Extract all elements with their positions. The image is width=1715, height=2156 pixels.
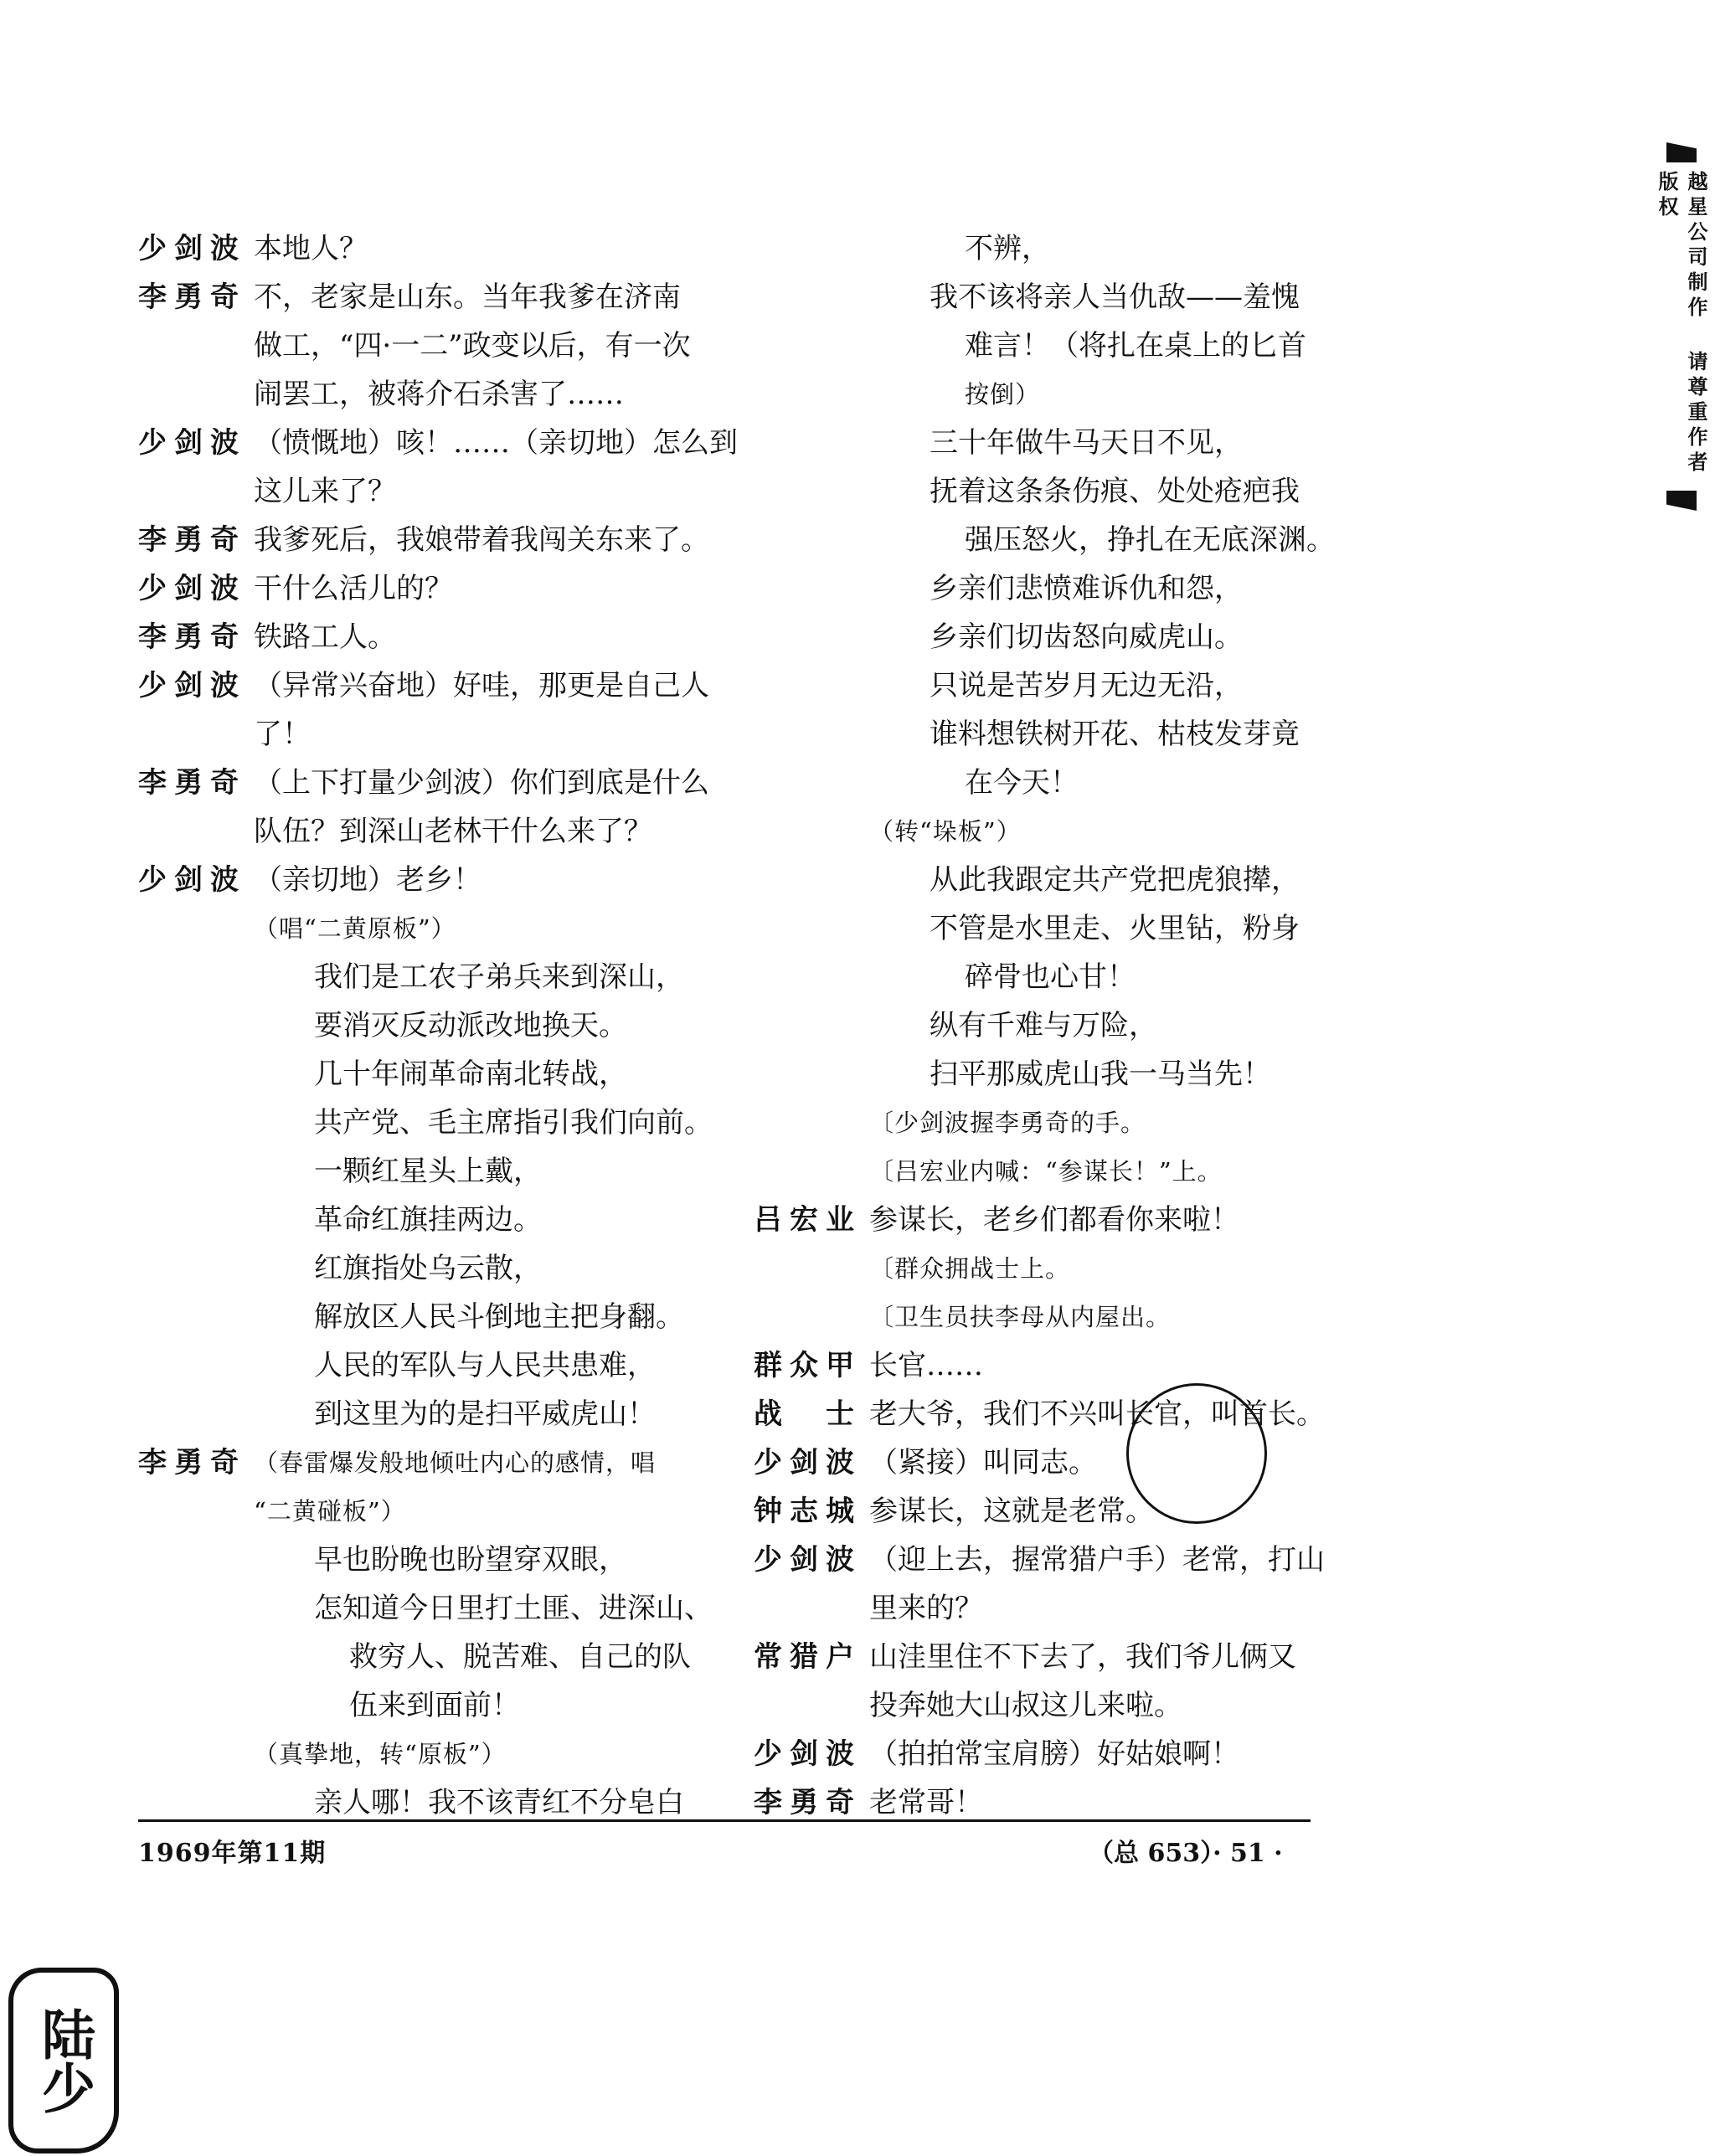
line-text: 队伍？到深山老林干什么来了？: [254, 815, 652, 848]
lyric-line: 一颗红星头上戴，: [314, 1155, 542, 1188]
lyric-line: 我们是工农子弟兵来到深山，: [314, 960, 684, 994]
speaker: 少剑波: [754, 1737, 854, 1771]
lyric-line: 解放区人民斗倒地主把身翻。: [314, 1300, 684, 1334]
issue-label: 1969年第11期: [138, 1839, 327, 1868]
lyric-line: 共产党、毛主席指引我们向前。: [314, 1106, 713, 1140]
lyric-line: 扫平那威虎山我一马当先！: [930, 1057, 1271, 1091]
lyric-line: 革命红旗挂两边。: [314, 1203, 542, 1237]
lyric-line: 三十年做牛马天日不见，: [930, 426, 1243, 460]
stage-direction: （转“垛板”）: [869, 817, 1022, 846]
stage-direction: （真挚地，转“原板”）: [254, 1740, 507, 1768]
stage-direction: 〔卫生员扶李母从内屋出。: [869, 1303, 1172, 1331]
line-text: 老大爷，我们不兴叫长官，叫首长。: [869, 1397, 1325, 1431]
lyric-line: 怎知道今日里打土匪、进深山、: [314, 1592, 713, 1625]
speaker: 钟志城: [754, 1495, 854, 1528]
speaker: 群众甲: [754, 1349, 854, 1382]
speaker: 李勇奇: [138, 620, 239, 654]
stage-direction: 按倒）: [965, 380, 1041, 409]
line-text: 参谋长，这就是老常。: [869, 1495, 1154, 1528]
seal-stamp: 陆少: [8, 1968, 119, 2153]
copyright-sidebar: [1655, 142, 1708, 511]
line-text: （紧接）叫同志。: [869, 1446, 1097, 1479]
lyric-line: 要消灭反动派改地换天。: [314, 1009, 627, 1042]
line-text: （异常兴奋地）好哇，那更是自己人: [254, 669, 709, 702]
lyric-line: 只说是苦岁月无边无沿，: [930, 669, 1243, 702]
lyric-line: 我不该将亲人当仇敌——羞愧: [930, 280, 1300, 314]
lyric-line: 到这里为的是扫平威虎山！: [314, 1397, 656, 1431]
lyric-line: 红旗指处乌云散，: [314, 1252, 542, 1285]
sidebar-bottom-bar: [1666, 491, 1697, 511]
lyric-line: 在今天！: [965, 766, 1079, 800]
lyric-line: 不辨，: [965, 232, 1050, 265]
lyric-line: 乡亲们悲愤难诉仇和怨，: [930, 572, 1243, 605]
sidebar-top-bar: [1666, 142, 1697, 162]
line-text: 我爹死后，我娘带着我闯关东来了。: [254, 523, 709, 557]
lyric-line: 救穷人、脱苦难、自己的队: [349, 1640, 691, 1674]
lyric-line: 人民的军队与人民共患难，: [314, 1349, 656, 1382]
lyric-line: 早也盼晚也盼望穿双眼，: [314, 1543, 627, 1577]
speaker: 少剑波: [138, 863, 239, 897]
line-text: 不，老家是山东。当年我爹在济南: [254, 280, 681, 314]
line-text: （上下打量少剑波）你们到底是什么: [254, 766, 709, 800]
page-number: （总 653）· 51 ·: [1089, 1839, 1283, 1868]
footer-rule: [138, 1819, 1311, 1822]
stage-direction: （唱“二黄原板”）: [254, 914, 456, 943]
line-text: 铁路工人。: [254, 620, 396, 654]
lyric-line: 强压怒火，挣扎在无底深渊。: [965, 523, 1335, 557]
line-text: 投奔她大山叔这儿来啦。: [869, 1689, 1182, 1722]
copyright-notice: 越星公司制作 请尊重作者版权: [1655, 171, 1708, 477]
line-text: 老常哥！: [869, 1786, 983, 1819]
line-text: 了！: [254, 718, 311, 751]
lyric-line: 从此我跟定共产党把虎狼撵，: [930, 863, 1300, 897]
lyric-line: 不管是水里走、火里钻，粉身: [930, 912, 1300, 945]
speaker: 李勇奇: [138, 523, 239, 557]
stage-direction: 〔少剑波握李勇奇的手。: [869, 1109, 1146, 1137]
lyric-line: 纵有千难与万险，: [930, 1009, 1157, 1042]
lyric-line: 难言！（将扎在桌上的匕首: [965, 329, 1306, 363]
line-text: （拍拍常宝肩膀）好姑娘啊！: [869, 1737, 1239, 1771]
line-text: 山洼里住不下去了，我们爷儿俩又: [869, 1640, 1296, 1674]
line-text: （迎上去，握常猎户手）老常，打山: [869, 1543, 1325, 1577]
line-text: （愤慨地）咳！……（亲切地）怎么到: [254, 426, 738, 460]
speaker: 少剑波: [754, 1446, 854, 1479]
line-text: 闹罢工，被蒋介石杀害了……: [254, 378, 624, 411]
line-text: 做工，“四·一二”政变以后，有一次: [254, 329, 691, 363]
line-text: （亲切地）老乡！: [254, 863, 482, 897]
lyric-line: 碎骨也心甘！: [965, 960, 1136, 994]
lyric-line: 伍来到面前！: [349, 1689, 520, 1722]
lyric-line: 几十年闹革命南北转战，: [314, 1057, 627, 1091]
speaker: 吕宏业: [754, 1203, 854, 1237]
speaker: 战 士: [754, 1397, 854, 1431]
stage-direction: （春雷爆发般地倾吐内心的感情，唱: [254, 1448, 657, 1477]
speaker: 少剑波: [138, 572, 239, 605]
line-text: 干什么活儿的？: [254, 572, 453, 605]
speaker: 李勇奇: [138, 766, 239, 800]
line-text: 里来的？: [869, 1592, 983, 1625]
speaker: 少剑波: [138, 426, 239, 460]
stage-direction: 〔吕宏业内喊：“参谋长！”上。: [869, 1157, 1223, 1186]
speaker: 李勇奇: [754, 1786, 854, 1819]
speaker: 常猎户: [754, 1640, 854, 1674]
lyric-line: 谁料想铁树开花、枯枝发芽竟: [930, 718, 1300, 751]
line-text: 本地人？: [254, 232, 368, 265]
speaker: 少剑波: [138, 232, 239, 265]
line-text: 这儿来了？: [254, 475, 396, 508]
speaker: 李勇奇: [138, 280, 239, 314]
line-text: 长官……: [869, 1349, 983, 1382]
stage-direction: “二黄碰板”）: [254, 1497, 406, 1526]
lyric-line: 亲人哪！我不该青红不分皂白: [314, 1786, 684, 1819]
lyric-line: 抚着这条条伤痕、处处疮疤我: [930, 475, 1300, 508]
line-text: 参谋长，老乡们都看你来啦！: [869, 1203, 1239, 1237]
speaker: 少剑波: [754, 1543, 854, 1577]
lyric-line: 乡亲们切齿怒向威虎山。: [930, 620, 1243, 654]
circle-mark: [1126, 1383, 1267, 1524]
speaker: 少剑波: [138, 669, 239, 702]
speaker: 李勇奇: [138, 1446, 239, 1479]
stage-direction: 〔群众拥战士上。: [869, 1254, 1071, 1283]
